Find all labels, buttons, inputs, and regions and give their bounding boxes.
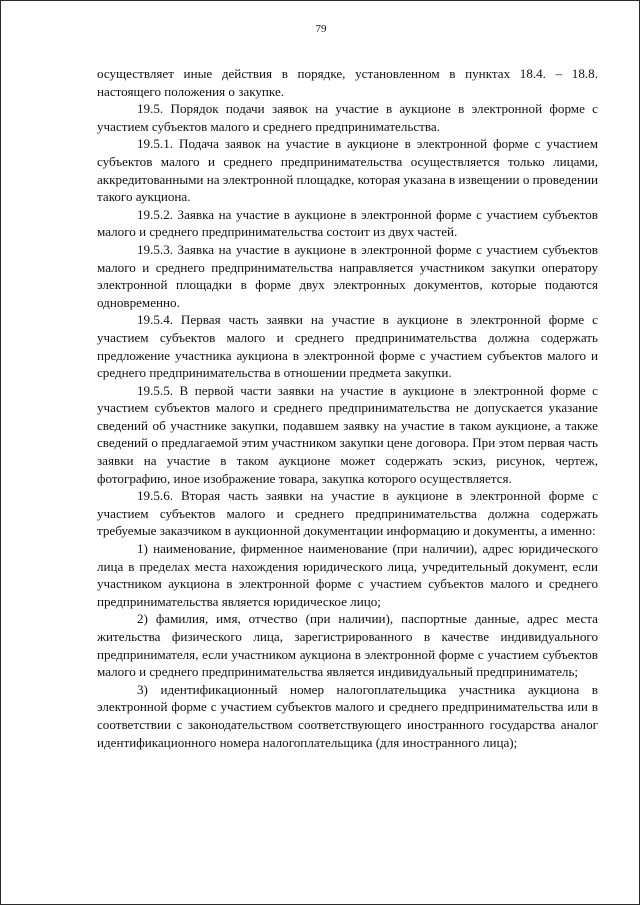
list-item-3: 3) идентификационный номер налогоплательщика участника аукциона в электронной форме с участием субъектов малого и среднего предпринимательства или в соответствии с законодательством соответствующего иностранного государства аналог идентификационного номера налогоплательщика (для иностранного лица); xyxy=(97,681,598,750)
paragraph-19-5-4: 19.5.4. Первая часть заявки на участие в аукционе в электронной форме с участием субъектов малого и среднего предпринимательства должна содержать предложение участника аукциона в электронной форме с участием субъектов малого и среднего предпринимательства в отношении предмета закупки. xyxy=(97,312,598,381)
paragraph-19-5-2: 19.5.2. Заявка на участие в аукционе в электронной форме с участием субъектов малого и среднего предпринимательства состоит из двух частей. xyxy=(97,206,598,240)
paragraph-continuation: осуществляет иные действия в порядке, установленном в пунктах 18.4. – 18.8. настоящего положения о закупке. xyxy=(97,66,598,99)
paragraph-19-5-3: 19.5.3. Заявка на участие в аукционе в электронной форме с участием субъектов малого и среднего предпринимательства направляется участником закупки оператору электронной площадки в форме двух электронных документов, которые подаются одновременно. xyxy=(97,241,598,310)
page-number: 79 xyxy=(315,23,327,35)
list-item-2: 2) фамилия, имя, отчество (при наличии), паспортные данные, адрес места жительства физического лица, зарегистрированного в качестве индивидуального предпринимателя, если участником аукциона в электронной форме с участием субъектов малого и среднего предпринимательства является индивидуальный предприниматель; xyxy=(97,611,598,680)
document-body xyxy=(97,65,598,751)
paragraph-19-5-5: 19.5.5. В первой части заявки на участие в аукционе в электронной форме с участием субъектов малого и среднего предпринимательства не допускается указание сведений об участнике закупки, подавшем заявку на участие в таком аукционе, а также сведений о предлагаемой этим участником закупки цене договора. При этом первая часть заявки на участие в таком аукционе может содержать эскиз, рисунок, чертеж, фотографию, иное изображение товара, закупка которого осуществляется. xyxy=(97,382,598,486)
paragraph-19-5: 19.5. Порядок подачи заявок на участие в аукционе в электронной форме с участием субъектов малого и среднего предпринимательства. xyxy=(97,101,598,134)
paragraph-19-5-6: 19.5.6. Вторая часть заявки на участие в аукционе в электронной форме с участием субъектов малого и среднего предпринимательства должна содержать требуемые заказчиком в аукционной документации информацию и документы, а именно: xyxy=(97,488,598,539)
paragraph-19-5-1: 19.5.1. Подача заявок на участие в аукционе в электронной форме с участием субъектов малого и среднего предпринимательства осуществляется только лицами, аккредитованными на электронной площадке, которая указана в извещении о проведении такого аукциона. xyxy=(97,136,598,205)
list-item-1: 1) наименование, фирменное наименование (при наличии), адрес юридического лица в пределах места нахождения юридического лица, учредительный документ, если участником аукциона в электронной форме с участием субъектов малого и среднего предпринимательства является юридическое лицо; xyxy=(97,541,598,609)
